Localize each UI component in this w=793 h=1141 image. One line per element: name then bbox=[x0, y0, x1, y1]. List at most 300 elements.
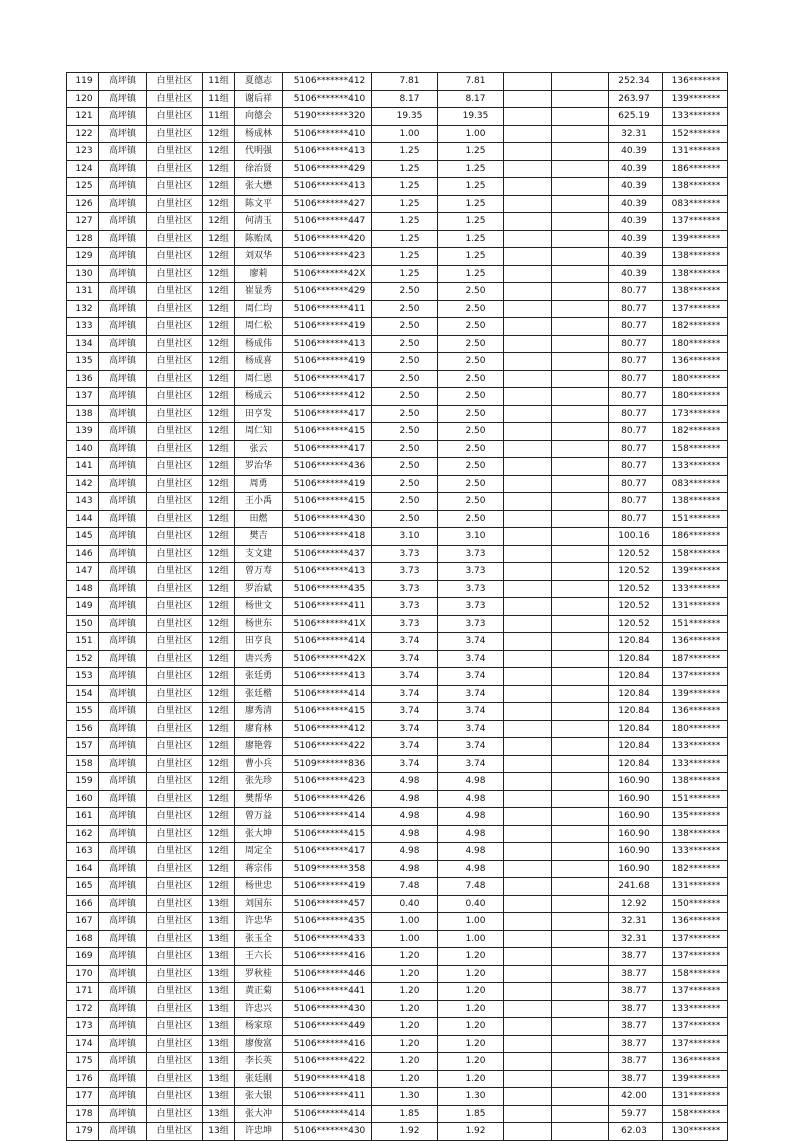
id-number-cell: 5106*******449 bbox=[283, 1018, 372, 1036]
name-cell: 许忠华 bbox=[235, 913, 283, 931]
name-cell: 蒋宗伟 bbox=[235, 860, 283, 878]
community-cell: 白里社区 bbox=[147, 983, 203, 1001]
area-confirmed-cell: 7.81 bbox=[438, 73, 504, 91]
table-row bbox=[67, 423, 728, 441]
name-cell: 张大银 bbox=[235, 1088, 283, 1106]
town-cell: 高坪镇 bbox=[99, 598, 147, 616]
phone-cell: 182******* bbox=[663, 318, 728, 336]
row-index-cell: 123 bbox=[67, 143, 99, 161]
blank-col-1-cell bbox=[504, 668, 552, 686]
area-cell: 2.50 bbox=[372, 370, 438, 388]
row-index-cell: 135 bbox=[67, 353, 99, 371]
id-number-cell: 5106*******415 bbox=[283, 423, 372, 441]
area-confirmed-cell: 3.73 bbox=[438, 563, 504, 581]
amount-cell: 42.00 bbox=[609, 1088, 663, 1106]
community-cell: 白里社区 bbox=[147, 178, 203, 196]
amount-cell: 160.90 bbox=[609, 825, 663, 843]
name-cell: 田燃 bbox=[235, 510, 283, 528]
row-index-cell: 169 bbox=[67, 948, 99, 966]
id-number-cell: 5106*******423 bbox=[283, 248, 372, 266]
town-cell: 高坪镇 bbox=[99, 335, 147, 353]
town-cell: 高坪镇 bbox=[99, 580, 147, 598]
blank-col-1-cell bbox=[504, 685, 552, 703]
table-row bbox=[67, 913, 728, 931]
table-row bbox=[67, 703, 728, 721]
row-index-cell: 154 bbox=[67, 685, 99, 703]
town-cell: 高坪镇 bbox=[99, 353, 147, 371]
name-cell: 周仁均 bbox=[235, 300, 283, 318]
row-index-cell: 161 bbox=[67, 808, 99, 826]
town-cell: 高坪镇 bbox=[99, 213, 147, 231]
amount-cell: 80.77 bbox=[609, 440, 663, 458]
phone-cell: 135******* bbox=[663, 808, 728, 826]
phone-cell: 139******* bbox=[663, 90, 728, 108]
row-index-cell: 164 bbox=[67, 860, 99, 878]
table-row bbox=[67, 160, 728, 178]
area-cell: 2.50 bbox=[372, 510, 438, 528]
area-cell: 1.20 bbox=[372, 1018, 438, 1036]
group-cell: 12组 bbox=[203, 335, 235, 353]
blank-col-2-cell bbox=[552, 983, 609, 1001]
group-cell: 12组 bbox=[203, 738, 235, 756]
blank-col-2-cell bbox=[552, 1105, 609, 1123]
area-confirmed-cell: 2.50 bbox=[438, 475, 504, 493]
blank-col-1-cell bbox=[504, 160, 552, 178]
blank-col-1-cell bbox=[504, 265, 552, 283]
blank-col-2-cell bbox=[552, 213, 609, 231]
name-cell: 曹小兵 bbox=[235, 755, 283, 773]
group-cell: 12组 bbox=[203, 720, 235, 738]
town-cell: 高坪镇 bbox=[99, 90, 147, 108]
area-confirmed-cell: 1.20 bbox=[438, 948, 504, 966]
blank-col-1-cell bbox=[504, 423, 552, 441]
row-index-cell: 127 bbox=[67, 213, 99, 231]
blank-col-1-cell bbox=[504, 860, 552, 878]
town-cell: 高坪镇 bbox=[99, 790, 147, 808]
name-cell: 杨家琼 bbox=[235, 1018, 283, 1036]
phone-cell: 138******* bbox=[663, 825, 728, 843]
group-cell: 13组 bbox=[203, 965, 235, 983]
town-cell: 高坪镇 bbox=[99, 650, 147, 668]
community-cell: 白里社区 bbox=[147, 73, 203, 91]
amount-cell: 80.77 bbox=[609, 388, 663, 406]
table-row bbox=[67, 1018, 728, 1036]
phone-cell: 180******* bbox=[663, 720, 728, 738]
area-confirmed-cell: 3.74 bbox=[438, 685, 504, 703]
blank-col-2-cell bbox=[552, 265, 609, 283]
area-cell: 3.73 bbox=[372, 580, 438, 598]
group-cell: 12组 bbox=[203, 808, 235, 826]
name-cell: 田亨良 bbox=[235, 633, 283, 651]
name-cell: 王小禹 bbox=[235, 493, 283, 511]
group-cell: 12组 bbox=[203, 213, 235, 231]
amount-cell: 160.90 bbox=[609, 773, 663, 791]
town-cell: 高坪镇 bbox=[99, 755, 147, 773]
area-confirmed-cell: 3.73 bbox=[438, 545, 504, 563]
area-confirmed-cell: 1.20 bbox=[438, 965, 504, 983]
town-cell: 高坪镇 bbox=[99, 318, 147, 336]
id-number-cell: 5106*******429 bbox=[283, 283, 372, 301]
id-number-cell: 5106*******411 bbox=[283, 1088, 372, 1106]
phone-cell: 180******* bbox=[663, 335, 728, 353]
table-row bbox=[67, 510, 728, 528]
area-confirmed-cell: 2.50 bbox=[438, 493, 504, 511]
blank-col-2-cell bbox=[552, 1070, 609, 1088]
row-index-cell: 147 bbox=[67, 563, 99, 581]
blank-col-2-cell bbox=[552, 388, 609, 406]
blank-col-1-cell bbox=[504, 108, 552, 126]
phone-cell: 139******* bbox=[663, 1070, 728, 1088]
name-cell: 张云 bbox=[235, 440, 283, 458]
blank-col-2-cell bbox=[552, 598, 609, 616]
blank-col-1-cell bbox=[504, 615, 552, 633]
area-confirmed-cell: 1.25 bbox=[438, 178, 504, 196]
blank-col-2-cell bbox=[552, 755, 609, 773]
blank-col-2-cell bbox=[552, 1000, 609, 1018]
town-cell: 高坪镇 bbox=[99, 563, 147, 581]
blank-col-1-cell bbox=[504, 493, 552, 511]
table-row bbox=[67, 843, 728, 861]
phone-cell: 158******* bbox=[663, 1105, 728, 1123]
community-cell: 白里社区 bbox=[147, 545, 203, 563]
blank-col-2-cell bbox=[552, 90, 609, 108]
row-index-cell: 163 bbox=[67, 843, 99, 861]
community-cell: 白里社区 bbox=[147, 370, 203, 388]
town-cell: 高坪镇 bbox=[99, 510, 147, 528]
id-number-cell: 5190*******418 bbox=[283, 1070, 372, 1088]
table-row bbox=[67, 195, 728, 213]
table-row bbox=[67, 755, 728, 773]
blank-col-1-cell bbox=[504, 790, 552, 808]
table-row bbox=[67, 615, 728, 633]
blank-col-1-cell bbox=[504, 948, 552, 966]
phone-cell: 137******* bbox=[663, 300, 728, 318]
id-number-cell: 5106*******417 bbox=[283, 370, 372, 388]
blank-col-2-cell bbox=[552, 458, 609, 476]
community-cell: 白里社区 bbox=[147, 335, 203, 353]
table-row bbox=[67, 493, 728, 511]
blank-col-1-cell bbox=[504, 1035, 552, 1053]
group-cell: 12组 bbox=[203, 230, 235, 248]
amount-cell: 38.77 bbox=[609, 983, 663, 1001]
area-cell: 7.48 bbox=[372, 878, 438, 896]
amount-cell: 12.92 bbox=[609, 895, 663, 913]
blank-col-1-cell bbox=[504, 195, 552, 213]
phone-cell: 136******* bbox=[663, 703, 728, 721]
group-cell: 12组 bbox=[203, 510, 235, 528]
area-cell: 1.25 bbox=[372, 143, 438, 161]
group-cell: 12组 bbox=[203, 580, 235, 598]
blank-col-1-cell bbox=[504, 405, 552, 423]
area-confirmed-cell: 3.74 bbox=[438, 755, 504, 773]
blank-col-2-cell bbox=[552, 738, 609, 756]
row-index-cell: 141 bbox=[67, 458, 99, 476]
id-number-cell: 5106*******414 bbox=[283, 1105, 372, 1123]
area-cell: 2.50 bbox=[372, 318, 438, 336]
blank-col-2-cell bbox=[552, 528, 609, 546]
name-cell: 何清玉 bbox=[235, 213, 283, 231]
table-row bbox=[67, 440, 728, 458]
area-cell: 1.92 bbox=[372, 1123, 438, 1141]
id-number-cell: 5106*******412 bbox=[283, 388, 372, 406]
community-cell: 白里社区 bbox=[147, 563, 203, 581]
community-cell: 白里社区 bbox=[147, 598, 203, 616]
group-cell: 13组 bbox=[203, 1018, 235, 1036]
area-cell: 1.20 bbox=[372, 983, 438, 1001]
amount-cell: 160.90 bbox=[609, 808, 663, 826]
amount-cell: 40.39 bbox=[609, 248, 663, 266]
blank-col-1-cell bbox=[504, 580, 552, 598]
area-cell: 8.17 bbox=[372, 90, 438, 108]
area-confirmed-cell: 1.25 bbox=[438, 160, 504, 178]
area-confirmed-cell: 3.10 bbox=[438, 528, 504, 546]
blank-col-1-cell bbox=[504, 1123, 552, 1141]
amount-cell: 80.77 bbox=[609, 370, 663, 388]
group-cell: 12组 bbox=[203, 195, 235, 213]
area-confirmed-cell: 2.50 bbox=[438, 423, 504, 441]
area-confirmed-cell: 1.20 bbox=[438, 1053, 504, 1071]
phone-cell: 182******* bbox=[663, 423, 728, 441]
blank-col-1-cell bbox=[504, 248, 552, 266]
phone-cell: 136******* bbox=[663, 73, 728, 91]
row-index-cell: 166 bbox=[67, 895, 99, 913]
name-cell: 崔显秀 bbox=[235, 283, 283, 301]
blank-col-1-cell bbox=[504, 598, 552, 616]
amount-cell: 120.84 bbox=[609, 755, 663, 773]
blank-col-1-cell bbox=[504, 73, 552, 91]
blank-col-1-cell bbox=[504, 90, 552, 108]
name-cell: 张大懋 bbox=[235, 178, 283, 196]
table-row bbox=[67, 1105, 728, 1123]
community-cell: 白里社区 bbox=[147, 388, 203, 406]
area-cell: 19.35 bbox=[372, 108, 438, 126]
id-number-cell: 5106*******433 bbox=[283, 930, 372, 948]
area-cell: 1.20 bbox=[372, 965, 438, 983]
group-cell: 12组 bbox=[203, 283, 235, 301]
name-cell: 田亨发 bbox=[235, 405, 283, 423]
row-index-cell: 149 bbox=[67, 598, 99, 616]
blank-col-2-cell bbox=[552, 895, 609, 913]
area-confirmed-cell: 7.48 bbox=[438, 878, 504, 896]
blank-col-2-cell bbox=[552, 475, 609, 493]
blank-col-2-cell bbox=[552, 808, 609, 826]
area-confirmed-cell: 2.50 bbox=[438, 318, 504, 336]
id-number-cell: 5106*******419 bbox=[283, 475, 372, 493]
group-cell: 13组 bbox=[203, 895, 235, 913]
phone-cell: 139******* bbox=[663, 230, 728, 248]
community-cell: 白里社区 bbox=[147, 108, 203, 126]
id-number-cell: 5106*******413 bbox=[283, 143, 372, 161]
amount-cell: 38.77 bbox=[609, 1018, 663, 1036]
phone-cell: 131******* bbox=[663, 143, 728, 161]
id-number-cell: 5106*******411 bbox=[283, 598, 372, 616]
name-cell: 廖育林 bbox=[235, 720, 283, 738]
community-cell: 白里社区 bbox=[147, 580, 203, 598]
community-cell: 白里社区 bbox=[147, 1123, 203, 1141]
area-confirmed-cell: 3.74 bbox=[438, 668, 504, 686]
community-cell: 白里社区 bbox=[147, 528, 203, 546]
blank-col-2-cell bbox=[552, 195, 609, 213]
table-row bbox=[67, 405, 728, 423]
group-cell: 13组 bbox=[203, 948, 235, 966]
area-cell: 1.20 bbox=[372, 1035, 438, 1053]
row-index-cell: 134 bbox=[67, 335, 99, 353]
amount-cell: 38.77 bbox=[609, 1053, 663, 1071]
blank-col-1-cell bbox=[504, 510, 552, 528]
community-cell: 白里社区 bbox=[147, 703, 203, 721]
row-index-cell: 153 bbox=[67, 668, 99, 686]
name-cell: 陈贻凤 bbox=[235, 230, 283, 248]
town-cell: 高坪镇 bbox=[99, 895, 147, 913]
area-cell: 2.50 bbox=[372, 493, 438, 511]
table-row bbox=[67, 143, 728, 161]
id-number-cell: 5106*******411 bbox=[283, 300, 372, 318]
id-number-cell: 5106*******419 bbox=[283, 318, 372, 336]
amount-cell: 80.77 bbox=[609, 405, 663, 423]
blank-col-2-cell bbox=[552, 283, 609, 301]
phone-cell: 139******* bbox=[663, 563, 728, 581]
group-cell: 12组 bbox=[203, 685, 235, 703]
name-cell: 张大冲 bbox=[235, 1105, 283, 1123]
phone-cell: 138******* bbox=[663, 773, 728, 791]
phone-cell: 139******* bbox=[663, 685, 728, 703]
phone-cell: 173******* bbox=[663, 405, 728, 423]
blank-col-1-cell bbox=[504, 125, 552, 143]
community-cell: 白里社区 bbox=[147, 90, 203, 108]
area-confirmed-cell: 4.98 bbox=[438, 808, 504, 826]
town-cell: 高坪镇 bbox=[99, 248, 147, 266]
blank-col-2-cell bbox=[552, 965, 609, 983]
area-confirmed-cell: 0.40 bbox=[438, 895, 504, 913]
area-cell: 4.98 bbox=[372, 808, 438, 826]
name-cell: 周仁松 bbox=[235, 318, 283, 336]
phone-cell: 136******* bbox=[663, 913, 728, 931]
town-cell: 高坪镇 bbox=[99, 983, 147, 1001]
amount-cell: 120.84 bbox=[609, 650, 663, 668]
table-row bbox=[67, 528, 728, 546]
community-cell: 白里社区 bbox=[147, 248, 203, 266]
phone-cell: 083******* bbox=[663, 475, 728, 493]
community-cell: 白里社区 bbox=[147, 440, 203, 458]
area-cell: 3.74 bbox=[372, 738, 438, 756]
area-cell: 3.74 bbox=[372, 703, 438, 721]
community-cell: 白里社区 bbox=[147, 895, 203, 913]
blank-col-1-cell bbox=[504, 1053, 552, 1071]
community-cell: 白里社区 bbox=[147, 405, 203, 423]
area-confirmed-cell: 2.50 bbox=[438, 335, 504, 353]
amount-cell: 38.77 bbox=[609, 1035, 663, 1053]
area-cell: 1.25 bbox=[372, 265, 438, 283]
area-cell: 3.10 bbox=[372, 528, 438, 546]
group-cell: 11组 bbox=[203, 73, 235, 91]
id-number-cell: 5106*******422 bbox=[283, 738, 372, 756]
name-cell: 罗秋桂 bbox=[235, 965, 283, 983]
blank-col-1-cell bbox=[504, 1088, 552, 1106]
blank-col-1-cell bbox=[504, 370, 552, 388]
blank-col-2-cell bbox=[552, 178, 609, 196]
blank-col-2-cell bbox=[552, 1088, 609, 1106]
town-cell: 高坪镇 bbox=[99, 73, 147, 91]
id-number-cell: 5106*******414 bbox=[283, 685, 372, 703]
blank-col-2-cell bbox=[552, 248, 609, 266]
town-cell: 高坪镇 bbox=[99, 493, 147, 511]
blank-col-1-cell bbox=[504, 458, 552, 476]
blank-col-2-cell bbox=[552, 948, 609, 966]
blank-col-1-cell bbox=[504, 440, 552, 458]
group-cell: 13组 bbox=[203, 930, 235, 948]
town-cell: 高坪镇 bbox=[99, 948, 147, 966]
group-cell: 12组 bbox=[203, 318, 235, 336]
name-cell: 周定全 bbox=[235, 843, 283, 861]
row-index-cell: 126 bbox=[67, 195, 99, 213]
amount-cell: 80.77 bbox=[609, 283, 663, 301]
name-cell: 许忠坤 bbox=[235, 1123, 283, 1141]
blank-col-1-cell bbox=[504, 143, 552, 161]
blank-col-1-cell bbox=[504, 563, 552, 581]
amount-cell: 59.77 bbox=[609, 1105, 663, 1123]
id-number-cell: 5106*******413 bbox=[283, 335, 372, 353]
community-cell: 白里社区 bbox=[147, 808, 203, 826]
area-confirmed-cell: 3.73 bbox=[438, 615, 504, 633]
area-confirmed-cell: 2.50 bbox=[438, 370, 504, 388]
row-index-cell: 136 bbox=[67, 370, 99, 388]
phone-cell: 133******* bbox=[663, 108, 728, 126]
table-row bbox=[67, 1088, 728, 1106]
area-confirmed-cell: 8.17 bbox=[438, 90, 504, 108]
name-cell: 罗治华 bbox=[235, 458, 283, 476]
area-confirmed-cell: 1.20 bbox=[438, 1018, 504, 1036]
area-cell: 1.25 bbox=[372, 178, 438, 196]
blank-col-1-cell bbox=[504, 773, 552, 791]
name-cell: 张廷刚 bbox=[235, 1070, 283, 1088]
phone-cell: 131******* bbox=[663, 598, 728, 616]
area-cell: 1.25 bbox=[372, 160, 438, 178]
phone-cell: 152******* bbox=[663, 125, 728, 143]
area-confirmed-cell: 3.73 bbox=[438, 580, 504, 598]
town-cell: 高坪镇 bbox=[99, 1123, 147, 1141]
amount-cell: 80.77 bbox=[609, 300, 663, 318]
blank-col-1-cell bbox=[504, 913, 552, 931]
row-index-cell: 119 bbox=[67, 73, 99, 91]
area-cell: 3.73 bbox=[372, 563, 438, 581]
town-cell: 高坪镇 bbox=[99, 160, 147, 178]
row-index-cell: 165 bbox=[67, 878, 99, 896]
area-confirmed-cell: 2.50 bbox=[438, 388, 504, 406]
row-index-cell: 121 bbox=[67, 108, 99, 126]
town-cell: 高坪镇 bbox=[99, 738, 147, 756]
id-number-cell: 5106*******430 bbox=[283, 1123, 372, 1141]
area-confirmed-cell: 2.50 bbox=[438, 283, 504, 301]
blank-col-1-cell bbox=[504, 1105, 552, 1123]
area-cell: 1.00 bbox=[372, 913, 438, 931]
table-row bbox=[67, 948, 728, 966]
amount-cell: 120.52 bbox=[609, 615, 663, 633]
blank-col-2-cell bbox=[552, 563, 609, 581]
town-cell: 高坪镇 bbox=[99, 1070, 147, 1088]
blank-col-2-cell bbox=[552, 318, 609, 336]
name-cell: 廖莉 bbox=[235, 265, 283, 283]
table-row bbox=[67, 808, 728, 826]
area-cell: 2.50 bbox=[372, 300, 438, 318]
amount-cell: 40.39 bbox=[609, 213, 663, 231]
phone-cell: 133******* bbox=[663, 843, 728, 861]
town-cell: 高坪镇 bbox=[99, 703, 147, 721]
table-row bbox=[67, 685, 728, 703]
table-row bbox=[67, 930, 728, 948]
area-confirmed-cell: 1.00 bbox=[438, 930, 504, 948]
table-row bbox=[67, 125, 728, 143]
blank-col-1-cell bbox=[504, 545, 552, 563]
